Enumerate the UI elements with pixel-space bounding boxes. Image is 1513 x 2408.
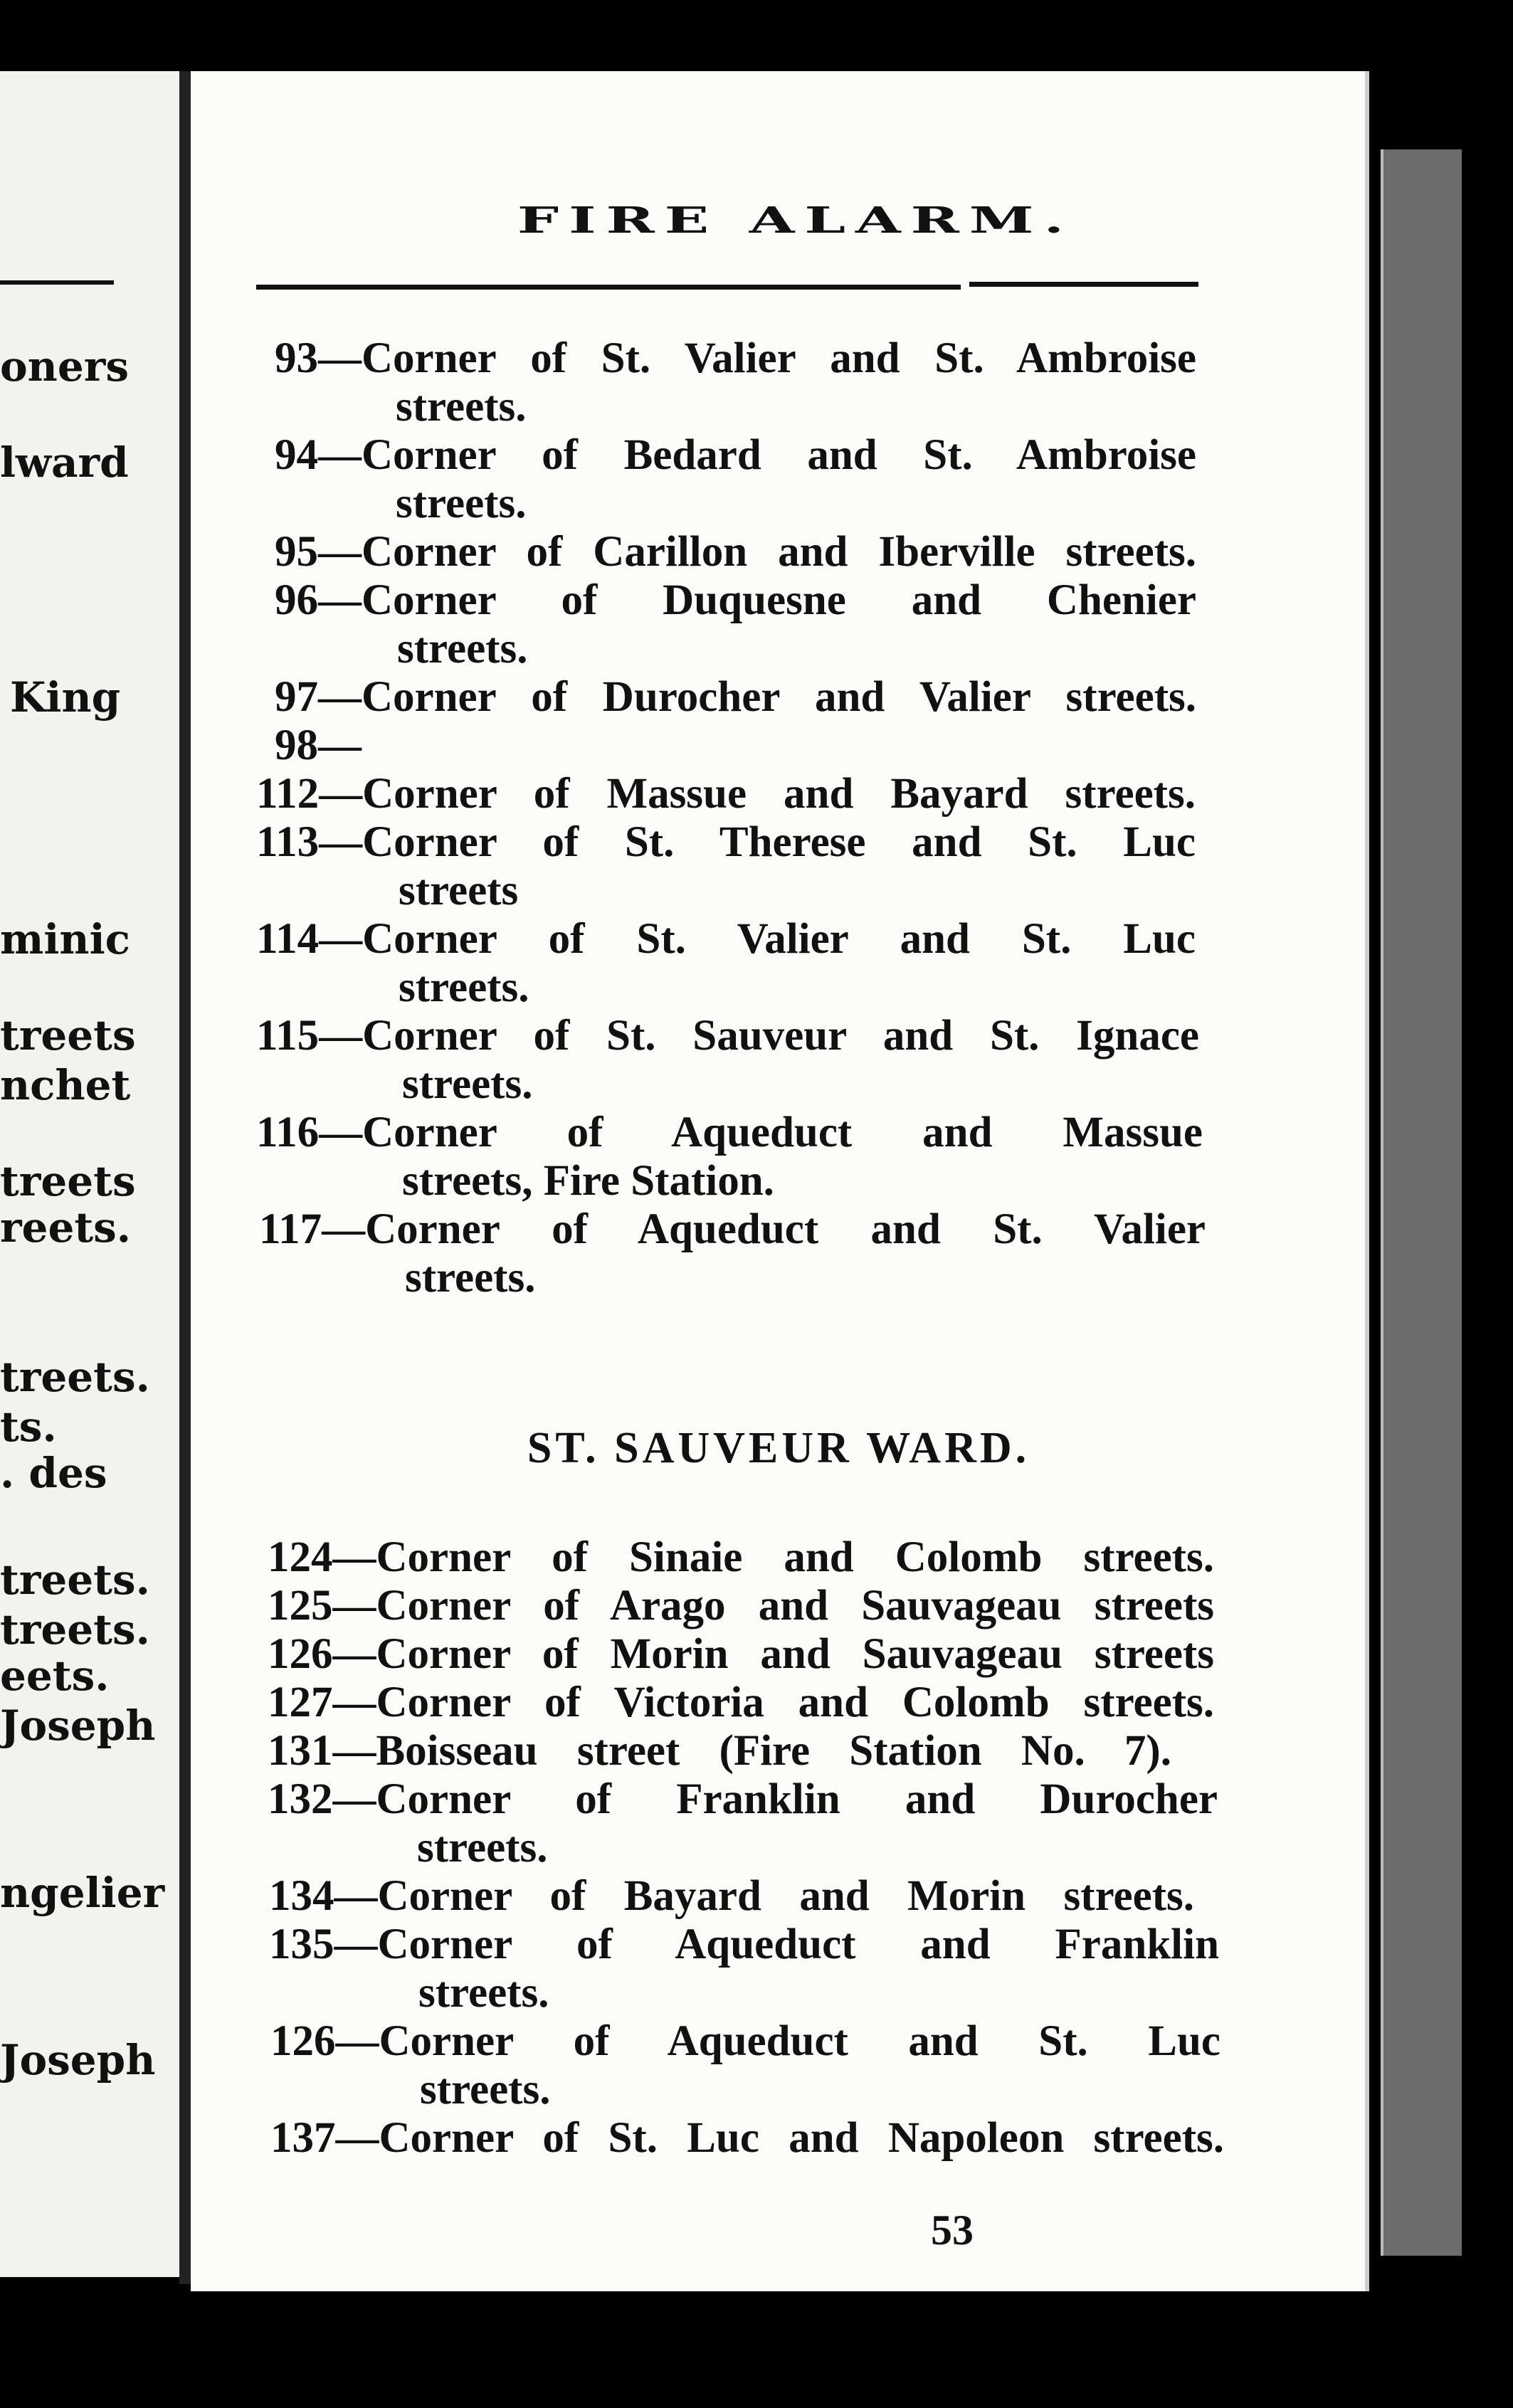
entry-line: 124—Corner of Sinaie and Colomb streets. <box>268 1533 1214 1581</box>
entry-line: 134—Corner of Bayard and Morin streets. <box>269 1872 1194 1920</box>
alarm-box-entry <box>275 431 1196 528</box>
entry-continuation: streets. <box>418 1969 549 2017</box>
left-page-fragment: lward <box>0 438 129 487</box>
left-page-fragment: Joseph <box>0 2036 156 2084</box>
underlying-page-edge <box>1381 149 1462 2256</box>
alarm-box-entry <box>275 673 1196 722</box>
alarm-box-entry <box>256 915 1196 1012</box>
left-page-fragment: treets <box>0 1157 136 1205</box>
alarm-box-entry <box>275 528 1196 576</box>
left-page-fragment: treets. <box>0 1353 150 1401</box>
left-page-fragment: King <box>10 673 121 722</box>
left-page-fragment: . des <box>0 1449 107 1497</box>
title-rule-left <box>256 285 961 290</box>
entry-line: 117—Corner of Aqueduct and St. Valier <box>259 1205 1206 1253</box>
entry-line: 113—Corner of St. Therese and St. Luc <box>256 818 1196 866</box>
entry-continuation: streets <box>399 867 519 914</box>
alarm-box-entry <box>268 1533 1214 1582</box>
alarm-box-entry <box>270 2017 1221 2114</box>
alarm-box-entry <box>268 1727 1171 1775</box>
entry-line: 125—Corner of Arago and Sauvageau streets <box>268 1582 1214 1630</box>
section-heading: ST. SAUVEUR WARD. <box>527 1424 1030 1472</box>
alarm-box-entry <box>256 770 1196 818</box>
entry-continuation: streets. <box>396 480 527 527</box>
entry-line: 96—Corner of Duquesne and Chenier <box>275 576 1196 624</box>
alarm-box-entry <box>256 1012 1199 1109</box>
left-page-fragment: minic <box>0 915 130 963</box>
alarm-box-entry <box>275 722 1196 770</box>
left-page <box>0 71 192 2277</box>
entry-line: 115—Corner of St. Sauveur and St. Ignace <box>256 1012 1199 1060</box>
entry-line: 116—Corner of Aqueduct and Massue <box>256 1109 1203 1156</box>
page-number: 53 <box>931 2207 974 2254</box>
entry-continuation: streets. <box>399 963 529 1011</box>
page-title: FIRE ALARM. <box>517 199 1075 242</box>
entry-line: 131—Boisseau street (Fire Station No. 7). <box>268 1727 1171 1775</box>
entry-line: 94—Corner of Bedard and St. Ambroise <box>275 431 1196 479</box>
entry-continuation: streets. <box>402 1060 533 1108</box>
alarm-box-entry <box>268 1630 1214 1679</box>
alarm-box-entry <box>256 1109 1203 1205</box>
alarm-box-entry <box>269 1872 1194 1921</box>
left-page-fragment: eets. <box>0 1652 110 1700</box>
entry-line: 112—Corner of Massue and Bayard streets. <box>256 770 1196 818</box>
alarm-box-entry <box>268 1582 1214 1630</box>
left-page-fragment: reets. <box>0 1203 131 1252</box>
left-page-rule <box>0 280 114 285</box>
alarm-box-entry <box>256 818 1196 915</box>
entry-line: 98— <box>275 722 362 769</box>
right-page <box>191 71 1365 2291</box>
entry-continuation: streets. <box>397 625 528 672</box>
left-page-fragment: treets. <box>0 1556 150 1604</box>
left-page-fragment: nchet <box>0 1061 131 1109</box>
entry-line: 126—Corner of Aqueduct and St. Luc <box>270 2017 1221 2065</box>
entry-line: 132—Corner of Franklin and Durocher <box>268 1775 1218 1823</box>
entry-line: 97—Corner of Durocher and Valier streets. <box>275 673 1196 721</box>
alarm-box-entry <box>275 334 1196 431</box>
alarm-box-entry <box>259 1205 1206 1302</box>
left-page-fragment: ngelier <box>0 1869 165 1917</box>
title-rule-right <box>969 282 1198 287</box>
entry-line: 127—Corner of Victoria and Colomb streets. <box>268 1679 1214 1726</box>
alarm-box-entry <box>269 1921 1219 2017</box>
left-page-fragment: Joseph <box>0 1701 156 1750</box>
entry-line: 135—Corner of Aqueduct and Franklin <box>269 1921 1219 1968</box>
alarm-box-entry <box>270 2114 1224 2163</box>
entry-continuation: streets. <box>405 1254 536 1301</box>
left-page-fragment: ts. <box>0 1403 57 1451</box>
left-page-fragment: treets. <box>0 1605 150 1654</box>
alarm-box-entry <box>268 1775 1218 1872</box>
alarm-box-entry <box>268 1679 1214 1727</box>
left-page-fragment: oners <box>0 342 129 391</box>
entry-line: 126—Corner of Morin and Sauvageau streets <box>268 1630 1214 1678</box>
entry-line: 95—Corner of Carillon and Iberville streets. <box>275 528 1196 576</box>
entry-continuation: streets. <box>420 2066 551 2113</box>
alarm-box-entry <box>275 576 1196 673</box>
entry-line: 137—Corner of St. Luc and Napoleon streets. <box>270 2114 1224 2162</box>
entry-continuation: streets. <box>417 1824 548 1871</box>
left-page-fragment: treets <box>0 1011 136 1060</box>
entry-continuation: streets. <box>396 383 527 431</box>
entry-line: 114—Corner of St. Valier and St. Luc <box>256 915 1196 963</box>
entry-line: 93—Corner of St. Valier and St. Ambroise <box>275 334 1196 382</box>
entry-continuation: streets, Fire Station. <box>402 1157 774 1205</box>
